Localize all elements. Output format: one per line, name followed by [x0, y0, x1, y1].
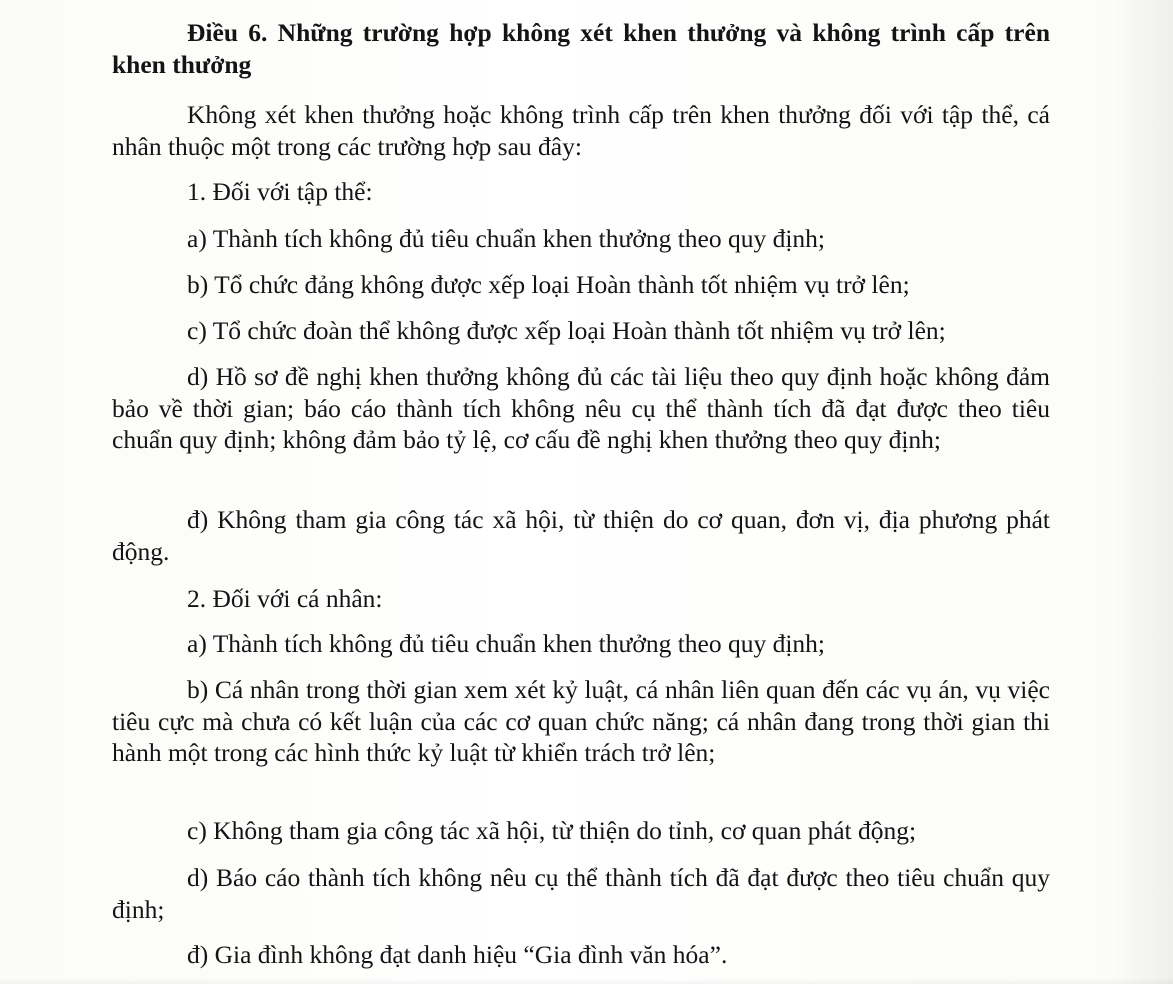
collective-item-a: a) Thành tích không đủ tiêu chuẩn khen thưởng theo quy định;	[187, 224, 826, 253]
section-title-collective: 1. Đối với tập thể:	[187, 177, 373, 206]
page-shadow	[1113, 0, 1173, 984]
collective-item-c: c) Tổ chức đoàn thể không được xếp loại Hoàn thành tốt nhiệm vụ trở lên;	[187, 316, 946, 345]
individual-item-c: c) Không tham gia công tác xã hội, từ thiện do tỉnh, cơ quan phát động;	[187, 816, 917, 845]
page-bottom-edge	[0, 978, 1173, 984]
individual-item-d: d) Báo cáo thành tích không nêu cụ thể thành tích đã đạt được theo tiêu chuẩn quy định;	[112, 863, 1050, 924]
individual-item-b: b) Cá nhân trong thời gian xem xét kỷ luật, cá nhân liên quan đến các vụ án, vụ việc tiêu cực mà chưa có kết luận của các cơ quan chức năng; cá nhân đang trong thời gian thi hành một trong các hình thức kỷ luật từ khiển trách trở lên;	[112, 675, 1050, 767]
collective-item-d: d) Hồ sơ đề nghị khen thưởng không đủ các tài liệu theo quy định hoặc không đảm bảo về thời gian; báo cáo thành tích không nêu cụ thể thành tích đã đạt được theo tiêu chuẩn quy định; không đảm bảo tỷ lệ, cơ cấu đề nghị khen thưởng theo quy định;	[112, 362, 1050, 454]
individual-item-dd: đ) Gia đình không đạt danh hiệu “Gia đình văn hóa”.	[187, 940, 728, 969]
collective-item-dd: đ) Không tham gia công tác xã hội, từ thiện do cơ quan, đơn vị, địa phương phát động.	[112, 505, 1050, 566]
intro-paragraph: Không xét khen thưởng hoặc không trình cấp trên khen thưởng đối với tập thể, cá nhân thuộc một trong các trường hợp sau đây:	[112, 100, 1050, 161]
collective-item-b: b) Tổ chức đảng không được xếp loại Hoàn thành tốt nhiệm vụ trở lên;	[187, 270, 910, 299]
article-heading: Điều 6. Những trường hợp không xét khen thưởng và không trình cấp trên khen thưởng	[112, 18, 1050, 79]
individual-item-a: a) Thành tích không đủ tiêu chuẩn khen thưởng theo quy định;	[187, 629, 826, 658]
section-title-individual: 2. Đối với cá nhân:	[187, 584, 383, 613]
